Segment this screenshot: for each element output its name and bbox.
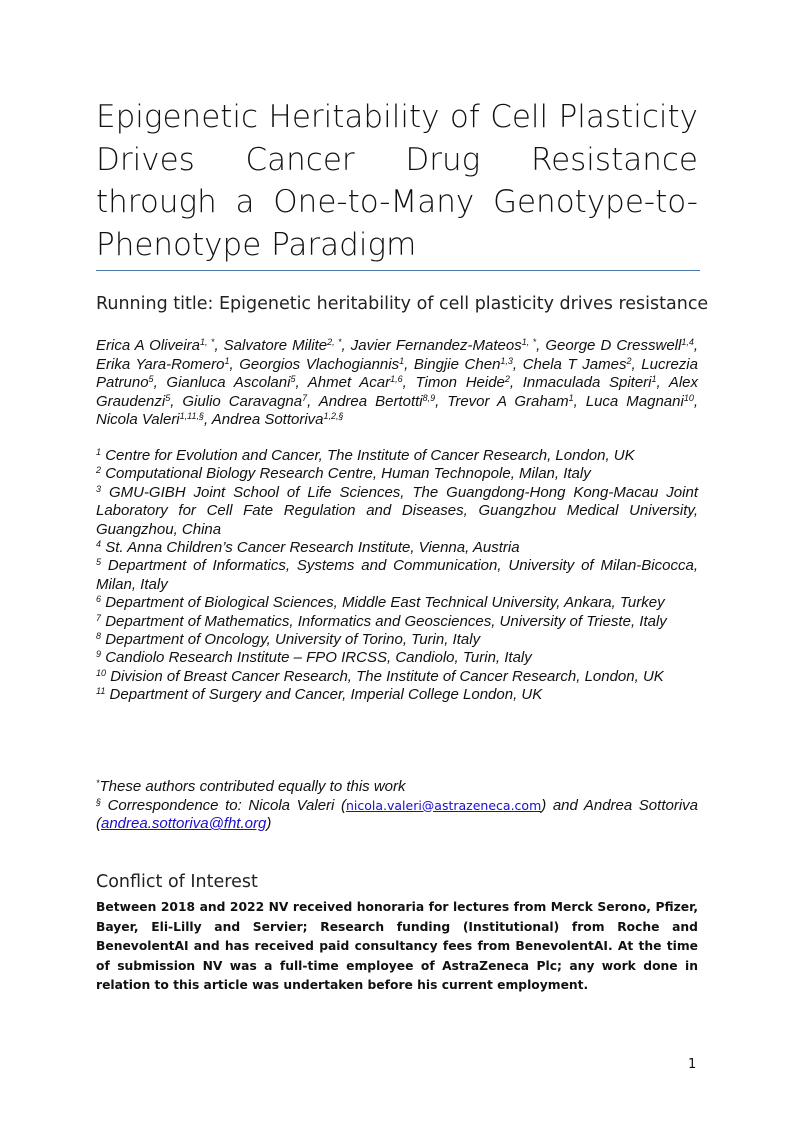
author [414, 356, 513, 373]
author [351, 337, 536, 354]
affiliation-text: Department of Biological Sciences, Middle East Technical University, Ankara, Turkey [105, 594, 665, 612]
equal-contribution-note [96, 778, 698, 797]
author-name: Ahmet Acar [307, 374, 391, 391]
affiliation-item [96, 447, 698, 465]
email-link-valeri[interactable]: nicola.valeri@astrazeneca.com [345, 797, 542, 813]
affiliation-number: 2 [96, 465, 102, 476]
corr-prefix: Correspondence to: Nicola Valeri ( [107, 796, 346, 814]
author-name: Giulio Caravagna [182, 392, 303, 410]
affiliation-list [96, 447, 698, 705]
author-affiliation-marks: 1,4 [681, 337, 694, 347]
correspondence-note [96, 797, 698, 834]
page-number: 1 [688, 1057, 697, 1072]
affiliation-item [96, 649, 698, 667]
author-name: Bingjie Chen [413, 355, 501, 373]
affiliation-item [96, 613, 698, 631]
author [166, 374, 295, 391]
conflict-body: Between 2018 and 2022 NV received honoraria for lectures from Merck Serono, Pfizer, Bayer, Eli-Lilly and Servier; Research funding (Institutional) from Roche and BenevolentAI and has received paid consultancy fees from BenevolentAI. At the time of submission NV was a full-time employee of AstraZeneca Plc; any work done in relation to this article was undertaken before his current employment. [96, 900, 698, 993]
author-affiliation-marks: 1,6 [390, 374, 403, 384]
author [415, 374, 509, 391]
affiliation-text: Department of Surgery and Cancer, Imperial College London, UK [109, 686, 543, 704]
author [308, 374, 403, 391]
author-name: Gianluca Ascolani [166, 374, 291, 391]
corr-mark: § [96, 796, 102, 807]
author-affiliation-marks: 1, * [200, 337, 215, 347]
author [96, 356, 229, 373]
author-name: Inmaculada Spiteri [522, 374, 652, 391]
affiliation-text: GMU-GIBH Joint School of Life Sciences, The Guangdong-Hong Kong-Macau Joint Laboratory for Cell Fate Regulation and Diseases, Guangzhou Medical University, Guangzhou, China [96, 483, 698, 538]
affiliation-text: Department of Mathematics, Informatics and Geosciences, University of Trieste, Italy [105, 612, 667, 630]
affiliation-item [96, 539, 698, 557]
running-title: Running title: Epigenetic heritability of cell plasticity drives resistance [96, 294, 709, 314]
equal-text: These authors contributed equally to this work [99, 778, 406, 795]
affiliation-text: Department of Oncology, University of Torino, Turin, Italy [105, 631, 481, 649]
email-link-sottoriva[interactable]: andrea.sottoriva@fht.org [101, 815, 267, 832]
author-name: Erica A Oliveira [96, 337, 201, 354]
author [523, 356, 632, 373]
affiliation-text: Division of Breast Cancer Research, The Institute of Cancer Research, London, UK [110, 667, 664, 685]
affiliation-number: 1 [96, 447, 102, 457]
author-name: Erika Yara-Romero [96, 355, 225, 373]
author-affiliation-marks: 2 [626, 355, 632, 366]
author-affiliation-marks: 7 [302, 392, 308, 403]
author-name: Georgios Vlachogiannis [239, 355, 400, 373]
affiliation-number: 3 [96, 483, 102, 494]
author-affiliation-marks: 2, * [327, 337, 342, 347]
author-affiliation-marks: 2 [504, 374, 510, 384]
author [239, 356, 404, 373]
author [586, 393, 694, 410]
author-affiliation-marks: 8,9 [422, 392, 436, 403]
author-affiliation-marks: 5 [290, 374, 296, 384]
affiliation-text: Computational Biology Research Centre, Human Technopole, Milan, Italy [105, 465, 591, 483]
affiliation-number: 9 [96, 649, 102, 660]
author-affiliation-marks: 1,3 [500, 355, 513, 366]
author [545, 337, 694, 354]
affiliation-number: 5 [96, 557, 102, 568]
author-name: Alex Graudenzi [96, 374, 699, 410]
affiliation-item [96, 557, 698, 594]
author-name: Andrea Bertotti [318, 392, 423, 410]
author-name: Andrea Sottoriva [211, 411, 324, 428]
affiliation-number: 10 [96, 667, 107, 678]
affiliation-text: Candiolo Research Institute – FPO IRCSS, Candiolo, Turin, Italy [105, 649, 532, 667]
author [447, 393, 573, 410]
author [523, 374, 657, 391]
author-name: Salvatore Milite [223, 337, 328, 354]
author [319, 393, 435, 410]
affiliation-item [96, 484, 698, 539]
author-affiliation-marks: 1,11,§ [179, 411, 205, 421]
author-list: Erica A Oliveira$^{1, *}$, Salvatore Milite$^{2, *}$, Javier Fernandez-Mateos$^{1, *}$, George D Cresswell$^{1,4}$, Erika Yara-Romero$^1$, Georgios Vlachogiannis$^1$, Bingjie Chen$^{1,3}$, Chela T James$^2$, Lucrezia Patruno$^5$, Gianluca Ascolani$^5$, Ahmet Acar$^{1,6}$, Timon Heide$^2$, Inmaculada Spiteri$^1$, Alex Graudenzi$^5$, Giulio Caravagna$^7$, Andrea Bertotti$^{8,9}$, Trevor A Graham$^1$, Luca Magnani$^{10}$, Nicola Valeri$^{1,11,\S}$, Andrea Sottoriva$^{1,2,\S}$ [96, 337, 699, 428]
author-name: Chela T James [522, 355, 627, 373]
author-name: Timon Heide [415, 374, 505, 391]
author-affiliation-marks: 5 [165, 392, 171, 403]
affiliation-number: 6 [96, 594, 102, 605]
corr-middle: ) and Andrea Sottoriva ( [96, 796, 698, 832]
affiliation-number: 11 [96, 686, 106, 697]
author-affiliation-marks: 1, * [521, 337, 537, 347]
author-affiliation-marks: 1 [399, 355, 405, 366]
corr-suffix: ) [266, 815, 272, 832]
author-name: Lucrezia Patruno [96, 355, 698, 391]
author-affiliation-marks: 10 [683, 392, 694, 403]
affiliation-item [96, 631, 698, 649]
affiliation-item [96, 594, 698, 612]
author [212, 411, 344, 428]
author [96, 337, 214, 354]
author-affiliation-marks: 1 [224, 355, 230, 366]
affiliation-number: 7 [96, 612, 102, 623]
affiliation-text: Centre for Evolution and Cancer, The Institute of Cancer Research, London, UK [105, 447, 635, 464]
author-name: Nicola Valeri [96, 411, 180, 428]
author [96, 411, 204, 428]
affiliation-item [96, 465, 698, 483]
author-name: Javier Fernandez-Mateos [350, 337, 522, 354]
author-notes [96, 778, 698, 834]
author-affiliation-marks: 1 [568, 392, 574, 403]
affiliation-item [96, 686, 698, 704]
title-rule [96, 270, 700, 271]
affiliation-text: Department of Informatics, Systems and Communication, University of Milan-Bicocca, Milan, Italy [96, 557, 698, 593]
paper-title: Epigenetic Heritability of Cell Plasticity Drives Cancer Drug Resistance through a One-to-Many Genotype-to-Phenotype Paradigm [96, 99, 698, 263]
affiliation-item [96, 668, 698, 686]
author-name: Trevor A Graham [447, 392, 569, 410]
author-name: Luca Magnani [585, 392, 684, 410]
conflict-heading: Conflict of Interest [96, 872, 258, 892]
equal-mark: * [96, 778, 100, 788]
author-name: George D Cresswell [545, 337, 682, 354]
author-affiliation-marks: 1 [651, 374, 657, 384]
author [182, 393, 307, 410]
affiliation-number: 8 [96, 631, 102, 642]
affiliation-number: 4 [96, 539, 102, 550]
author [224, 337, 342, 354]
author-affiliation-marks: 1,2,§ [323, 411, 344, 421]
affiliation-text: St. Anna Children’s Cancer Research Institute, Vienna, Austria [105, 539, 520, 557]
author-affiliation-marks: 5 [148, 374, 154, 384]
